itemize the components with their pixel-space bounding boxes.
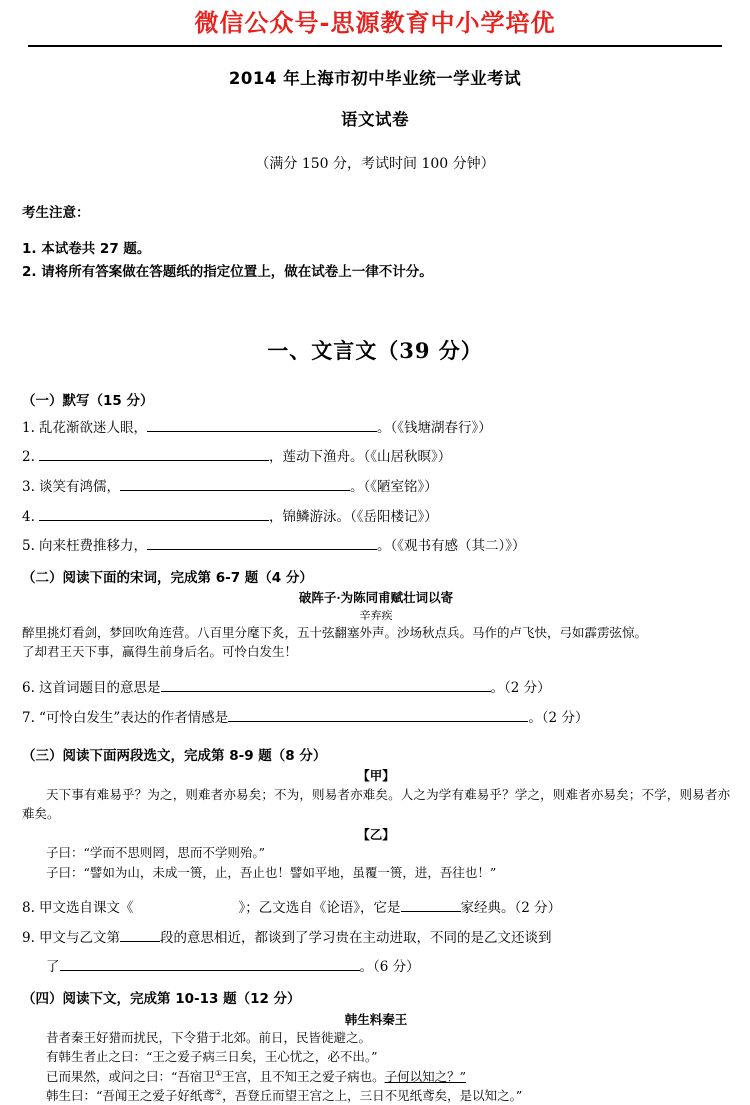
poem-author: 辛弃疾 (359, 608, 393, 622)
header-divider (28, 45, 722, 47)
article-line: 韩生曰：“吾闻王之爱子好纸鸢②，吾登丘而望王宫之上，三日不见纸鸢矣，是以知之。” (46, 1087, 523, 1103)
item-number: 9. (22, 929, 35, 946)
question-text-segment: 甲文与乙文第 (39, 929, 120, 946)
question-text-segment: 家经典。（2 分） (460, 900, 562, 917)
watermark-banner: 微信公众号-思源教育中小学培优 (194, 8, 556, 37)
item-number: 8. (22, 900, 35, 917)
notice-list (22, 238, 750, 283)
passage-marker-jia: 【甲】 (357, 768, 395, 784)
question-text-segment: 段的意思相近，都谈到了学习贵在主动进取，不同的是乙文还谈到 (160, 929, 552, 946)
item-number: 7. (22, 709, 35, 726)
footnote-marker: ① (214, 1068, 223, 1078)
item-number: 4. (22, 508, 35, 525)
answer-blank[interactable] (228, 708, 528, 722)
question-9 (22, 928, 730, 949)
answer-blank[interactable] (161, 678, 491, 692)
item-after-text: 。（《钱塘湖春行》） (377, 419, 492, 436)
article-line: 有韩生者止之曰：“王之爱子病三日矣，王心忧之，必不出。” (46, 1049, 378, 1065)
question-text: 这首词题目的意思是 (39, 680, 161, 697)
notice-heading: 考生注意： (22, 205, 90, 222)
exam-meta: （满分 150 分，考试时间 100 分钟） (255, 156, 495, 173)
article-line: 昔者秦王好猎而扰民，下令猎于北郊。前日，民皆徙避之。 (46, 1029, 372, 1045)
poem-line: 了却君王天下事，赢得生前身后名。可怜白发生！ (22, 644, 298, 660)
answer-blank-open[interactable] (134, 899, 239, 912)
answer-blank[interactable] (60, 957, 360, 971)
item-before-text: 向来枉费推移力， (39, 538, 147, 555)
question-7 (22, 708, 730, 729)
item-after-text: ，莲动下渔舟。（《山居秋暝》） (269, 449, 452, 466)
article-line (22, 1067, 730, 1086)
question-points: 。（2 分） (528, 709, 589, 726)
footnote-marker: ② (214, 1087, 223, 1097)
poem-line: 醉里挑灯看剑，梦回吹角连营。八百里分麾下炙，五十弦翻塞外声。沙场秋点兵。马作的卢飞快，弓如霹雳弦惊。 (22, 624, 648, 640)
item-after-text: 。（《陋室铭》） (350, 479, 438, 496)
answer-blank[interactable] (120, 477, 350, 491)
exam-title: 2014 年上海市初中毕业统一学业考试 (228, 69, 522, 89)
poem-title: 破阵子·为陈同甫赋壮词以寄 (298, 589, 454, 605)
notice-item (22, 261, 750, 283)
answer-blank[interactable] (39, 447, 269, 461)
candidate-notice (0, 201, 750, 283)
item-after-text: 。（《观书有感（其二）》） (377, 538, 526, 555)
answer-blank[interactable] (147, 536, 377, 550)
passage-line-yi: 子曰：“学而不思则罔，思而不学则殆。” (46, 845, 266, 861)
item-number: 3. (22, 479, 35, 496)
item-number: 5. (22, 538, 35, 555)
dictation-item-3 (22, 477, 730, 498)
question-6 (22, 678, 730, 699)
item-number: 2. (22, 449, 35, 466)
dictation-item-1 (22, 418, 730, 439)
notice-item-text: 本试卷共 27 题。 (41, 241, 151, 258)
answer-blank[interactable] (401, 898, 461, 912)
question-points: 。（2 分） (490, 680, 551, 697)
question-8 (22, 898, 730, 919)
exam-subject: 语文试卷 (341, 110, 409, 130)
passage-marker-yi: 【乙】 (357, 827, 395, 843)
question-text-segment: 甲文选自课文《 (39, 900, 134, 917)
dictation-item-4 (22, 507, 730, 528)
notice-item-number: 1. (22, 241, 37, 258)
article-title: 韩生料秦王 (344, 1011, 408, 1027)
dictation-item-5 (22, 536, 730, 557)
item-number: 6. (22, 680, 35, 697)
notice-item-number: 2. (22, 263, 37, 280)
article-line-text: 已而果然，或问之曰：“吾宿卫①王宫，且不知王之爱子病也。 (46, 1068, 385, 1084)
item-after-text: ，锦鳞游泳。（《岳阳楼记》） (269, 508, 438, 525)
item-before-text: 乱花渐欲迷人眼， (39, 419, 147, 436)
passage-text-jia: 天下事有难易乎？为之，则难者亦易矣；不为，则易者亦难矣。人之为学有难易乎？学之，则难者亦易矣；不学，则易者亦难矣。 (22, 787, 730, 822)
section-c-heading: （三）阅读下面两段选文，完成第 8-9 题（8 分） (22, 748, 327, 765)
notice-item-text: 请将所有答案做在答题纸的指定位置上，做在试卷上一律不计分。 (41, 263, 433, 280)
answer-blank[interactable] (147, 418, 377, 432)
question-text-segment: 》；乙文选自《论语》，它是 (238, 900, 401, 917)
passage-line-yi: 子曰：“譬如为山，未成一篑，止，吾止也！譬如平地，虽覆一篑，进，吾往也！” (46, 864, 497, 880)
item-number: 1. (22, 419, 35, 436)
answer-blank[interactable] (39, 507, 269, 521)
question-text-segment: 了 (46, 959, 60, 976)
item-before-text: 谈笑有鸿儒， (39, 479, 120, 496)
question-text: “可怜白发生”表达的作者情感是 (39, 709, 229, 726)
article-line-underlined: 子何以知之？” (384, 1068, 466, 1084)
part-one-title: 一、文言文（39 分） (267, 337, 483, 363)
answer-blank[interactable] (120, 928, 160, 942)
question-9-continuation (22, 957, 730, 978)
dictation-item-2 (22, 447, 730, 468)
section-a-heading: （一）默写（15 分） (22, 392, 154, 409)
question-points: 。（6 分） (359, 959, 420, 976)
section-b-heading: （二）阅读下面的宋词，完成第 6-7 题（4 分） (22, 569, 313, 586)
notice-item (22, 238, 750, 260)
exam-content (0, 389, 750, 1105)
section-d-heading: （四）阅读下文，完成第 10-13 题（12 分） (22, 990, 301, 1007)
